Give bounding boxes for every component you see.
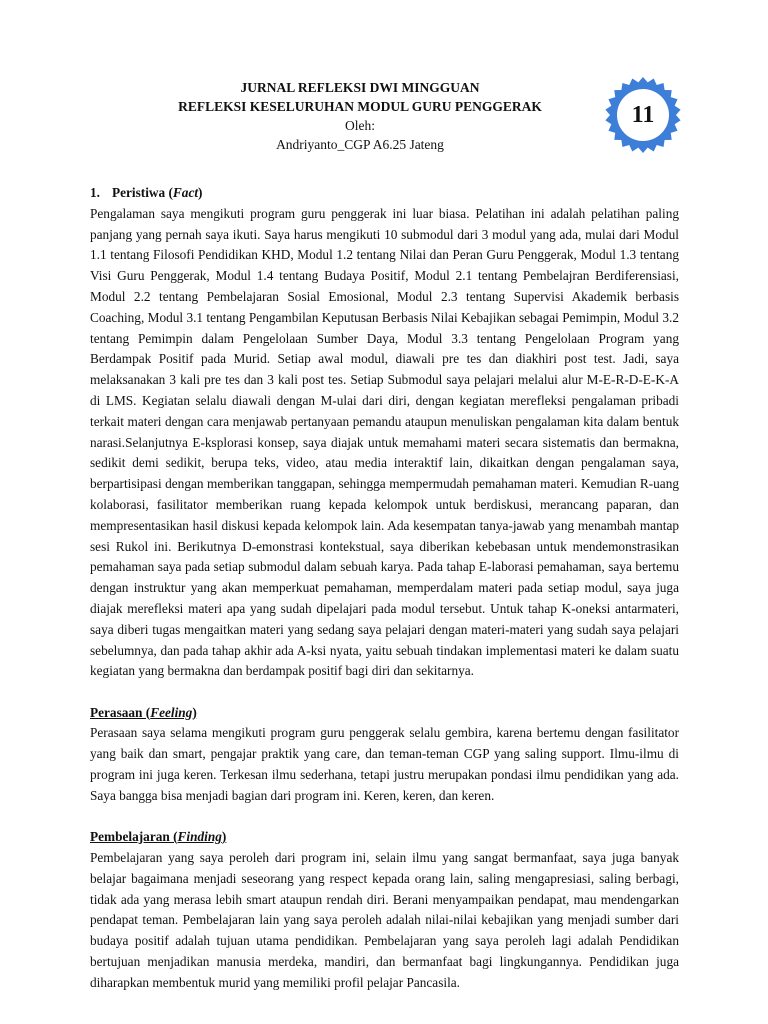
number-badge	[604, 76, 682, 154]
section-title-text: Perasaan (	[90, 704, 151, 720]
paragraph-fact: Pengalaman saya mengikuti program guru penggerak ini luar biasa. Pelatihan ini adalah pelatihan paling panjang yang pernah saya ikuti. Saya harus mengikuti 10 submodul dari 3 modul yang ada, mulai dari Modul 1.1 tentang Filosofi Pendidikan KHD, Modul 1.2 tentang Nilai dan Peran Guru Penggerak, Modul 1.3 tentang Visi Guru Penggerak, Modul 1.4 tentang Budaya Positif, Modul 2.1 tentang Pembelajran Berdiferensiasi, Modul 2.2 tentang Pembelajaran Sosial Emosional, Modul 2.3 tentang Supervisi Akademik berbasis Coaching, Modul 3.1 tentang Pengambilan Keputusan Berbasis Nilai Kebajikan sebagai Pemimpin, Modul 3.2 tentang Pemimpin dalam Pengelolaan Sumber Daya, Modul 3.3 tentang Pengelolaan Program yang Berdampak Positif pada Murid. Setiap awal modul, diawali pre tes dan diakhiri post test. Jadi, saya melaksanakan 3 kali pre tes dan 3 kali post tes. Setiap Submodul saya pelajari melalui alur M-E-R-D-E-K-A di LMS. Kegiatan selalu diawali dengan M-ulai dari diri, dengan kegiatan merefleksi pengalaman pribadi terkait materi dengan cara menjawab pertanyaan pemandu ataupun menuliskan pengalaman kita dalam bentuk narasi.Selanjutnya E-ksplorasi konsep, saya diajak untuk memahami materi secara sistematis dan bermakna, sedikit demi sedikit, berupa teks, video, atau media interaktif lain, dikaitkan dengan pengalaman saya, berpartisipasi dengan memberikan tanggapan, sehingga mempermudah pemahaman materi. Kemudian R-uang kolaborasi, fasilitator memberikan ruang kepada kelompok untuk berdiskusi, merancang paparan, dan mempresentasikan hasil diskusi kepada kelompok lain. Ada kesempatan tanya-jawab yang menambah mantap sesi Rukol ini. Berikutnya D-emonstrasi kontekstual, saya diberikan kebebasan untuk mendemonstrasikan pemahaman saya pada setiap submodul dalam sebuah karya. Pada tahap E-laborasi pemahaman, saya bertemu dengan instruktur yang akan memperkuat pemahaman, memperdalam materi pada setiap modul, saya juga diajak merefleksi materi apa yang sudah dipelajari pada modul tersebut. Untuk tahap K-oneksi antarmateri, saya diberi tugas mengaitkan materi yang sedang saya pelajari dengan materi-materi yang sudah saya pelajari sebelumnya, dan pada tahap akhir ada A-ksi nyata, yaitu sebuah tindakan implementasi materi ke dalam suatu kegiatan yang bermakna dan berdampak positif bagi diri dan sekitarnya.	[90, 205, 679, 679]
badge-number: 11	[631, 102, 655, 128]
document-body	[90, 183, 679, 993]
section-title-close: )	[192, 704, 197, 720]
journal-subtitle: REFLEKSI KESELURUHAN MODUL GURU PENGGERAK	[178, 99, 542, 114]
section-heading-finding	[90, 827, 679, 848]
journal-title: JURNAL REFLEKSI DWI MINGGUAN	[240, 80, 480, 95]
section-term: Feeling	[150, 704, 193, 720]
section-title-text: Peristiwa (	[112, 185, 173, 200]
by-label: Oleh:	[345, 118, 375, 133]
author-name: Andriyanto_CGP A6.25 Jateng	[276, 137, 444, 152]
section-title-close: )	[198, 185, 203, 200]
paragraph-feeling: Perasaan saya selama mengikuti program guru penggerak selalu gembira, karena bertemu dengan fasilitator yang baik dan smart, pengajar praktik yang care, dan teman-teman CGP yang saling support. Ilmu-ilmu di program ini juga keren. Terkesan ilmu sederhana, tetapi justru merupakan pondasi ilmu pendidikan yang ada. Saya bangga bisa menjadi bagian dari program ini. Keren, keren, dan keren.	[90, 725, 679, 803]
paragraph-finding: Pembelajaran yang saya peroleh dari program ini, selain ilmu yang sangat bermanfaat, saya juga banyak belajar bagaimana menjadi seseorang yang respect kepada orang lain, saling mengapresiasi, saling berbagi, tidak ada yang merasa lebih smart ataupun rendah diri. Berani menyampaikan pendapat, mau mendengarkan pendapat teman. Pembelajaran lain yang saya peroleh adalah nilai-nilai kebajikan yang menjadi sumber dari budaya positif adalah tujuan utama pendidikan. Pembelajaran yang saya peroleh lagi adalah Pendidikan bertujuan menjadikan manusia merdeka, mandiri, dan bermanfaat bagi lingkungannya. Pendidikan juga diharapkan membentuk murid yang memiliki profil pelajar Pancasila.	[90, 849, 679, 990]
section-number: 1.	[90, 185, 100, 200]
section-title-close: )	[221, 829, 227, 845]
section-term: Finding	[177, 829, 222, 845]
section-term: Fact	[172, 185, 199, 200]
section-heading-fact	[90, 183, 679, 204]
document-header	[150, 78, 570, 154]
section-title-text: Pembelajaran (	[90, 829, 178, 845]
section-heading-feeling	[90, 703, 679, 724]
